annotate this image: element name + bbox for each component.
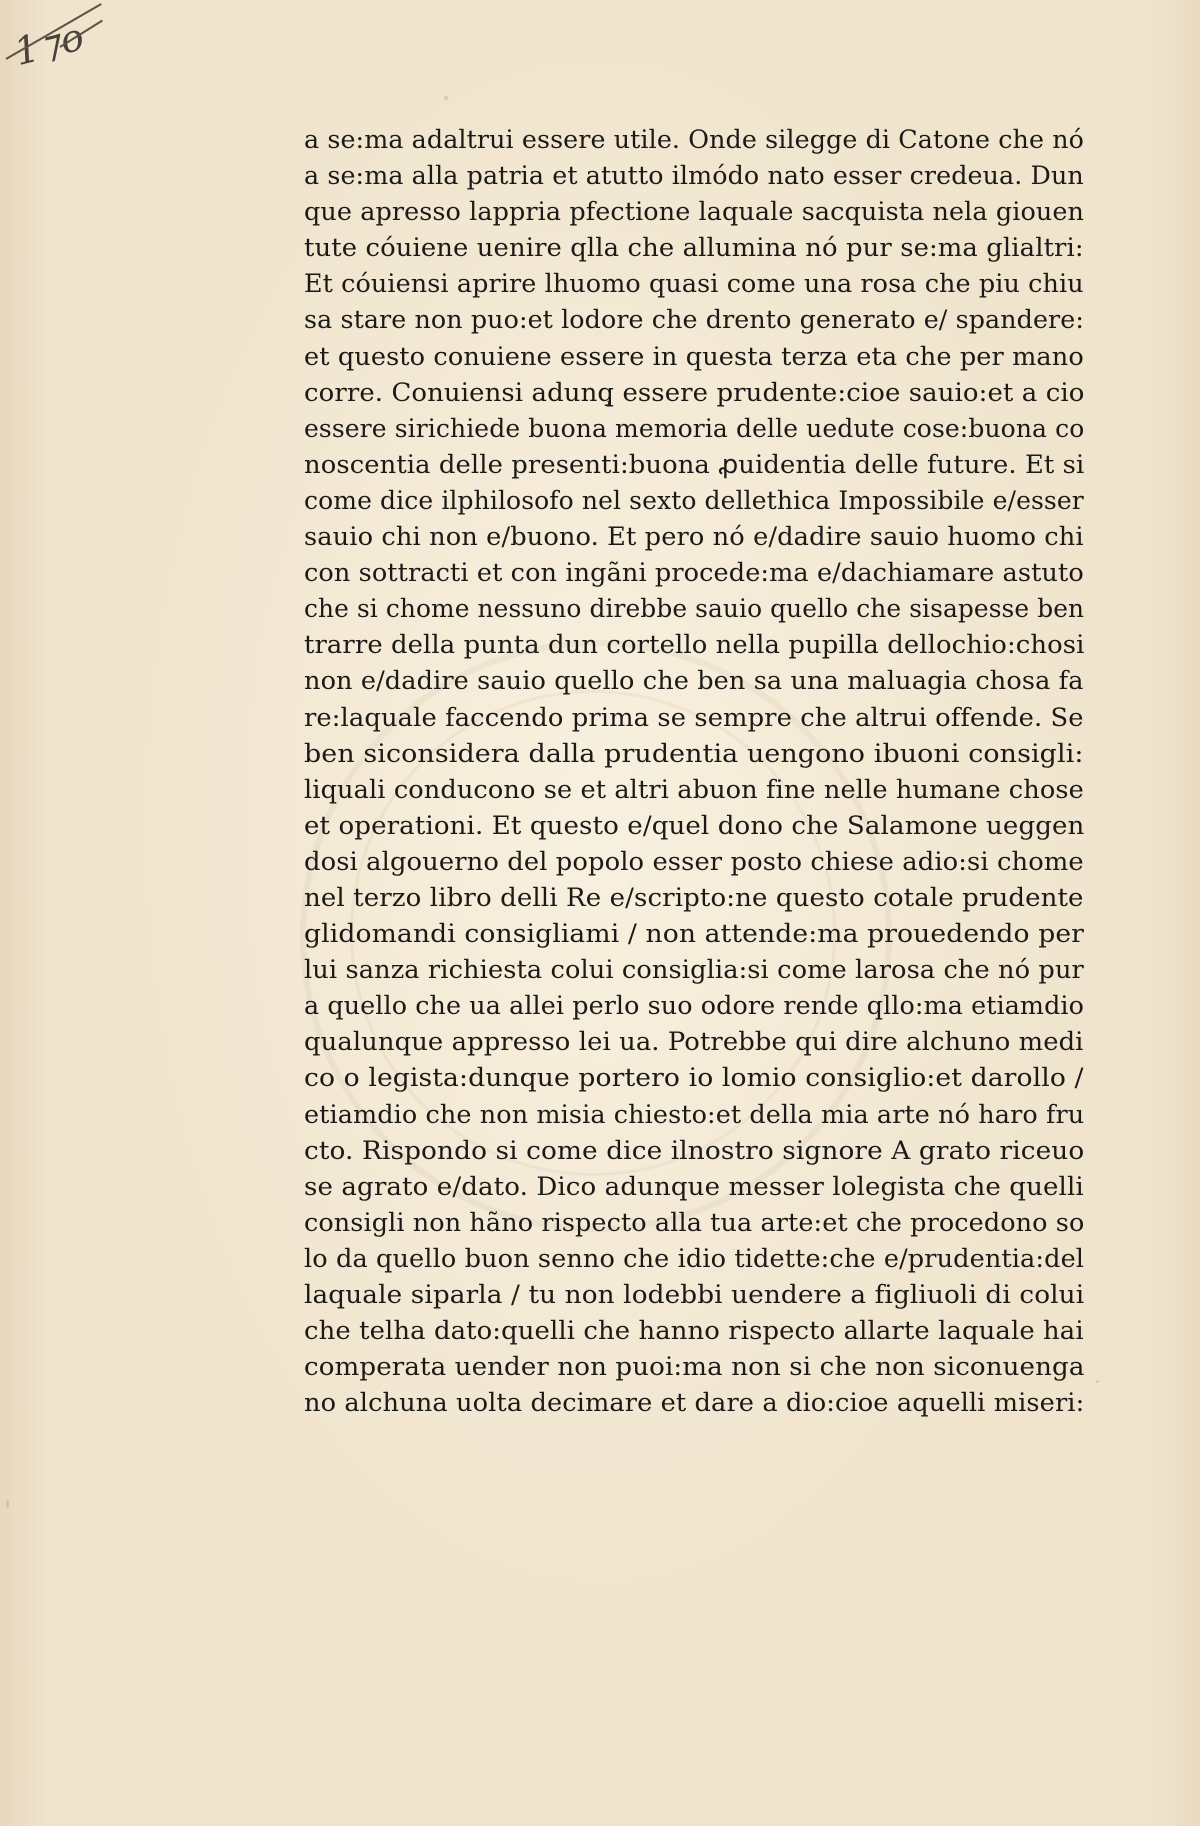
text-line: glidomandi consigliami / non attende:ma prouedendo per (304, 919, 1084, 950)
text-line: etiamdio che non misia chiesto:et della mia arte nó haro fru (304, 1099, 1085, 1130)
text-line: Et cóuiensi aprire lhuomo quasi come una rosa che piu chiu (304, 269, 1084, 300)
text-line: dosi algouerno del popolo esser posto chiese adio:si chome (304, 846, 1084, 877)
text-line: que apresso lappria pfectione laquale sacquista nela giouen (304, 197, 1084, 228)
text-line: trarre della punta dun cortello nella pupilla dellochio:chosi (304, 630, 1085, 661)
text-line: essere sirichiede buona memoria delle uedute cose:buona co (304, 413, 1085, 444)
text-line: se agrato e/dato. Dico adunque messer lolegista che quelli (304, 1171, 1084, 1202)
text-line: qualunque appresso lei ua. Potrebbe qui dire alchuno medi (304, 1027, 1084, 1058)
text-line: re:laquale faccendo prima se sempre che altrui offende. Se (304, 702, 1084, 733)
text-line: ben siconsidera dalla prudentia uengono ibuoni consigli: (304, 738, 1084, 769)
folio-number: 1⁊o (9, 13, 91, 75)
text-line: come dice ilphilosofo nel sexto dellethica Impossibile e/esser (304, 485, 1084, 516)
text-line: consigli non hãno rispecto alla tua arte:et che procedono so (304, 1207, 1085, 1238)
paper-spot (6, 1500, 9, 1508)
text-line: corre. Conuiensi adunq̧ essere prudente:cioe sauio:et a cio (304, 377, 1085, 408)
text-line: comperata uender non puoi:ma non si che non siconuenga (304, 1352, 1085, 1383)
text-line: tute cóuiene uenire qlla che allumina nó pur se:ma glialtri: (304, 233, 1084, 264)
text-line: nel terzo libro delli Re e/scripto:ne questo cotale prudente (304, 882, 1084, 913)
text-line: sa stare non puo:et lodore che drento generato e/ spandere: (304, 305, 1084, 336)
text-line: noscentia delle presenti:buona ꝓuidentia delle future. Et si (304, 449, 1085, 480)
text-line: sauio chi non e/buono. Et pero nó e/dadire sauio huomo chi (304, 522, 1084, 553)
text-line: co o legista:dunque portero io lomio consiglio:et darollo / (304, 1063, 1084, 1094)
text-line: a se:ma adaltrui essere utile. Onde silegge di Catone che nó (304, 125, 1084, 155)
text-line: no alchuna uolta decimare et dare a dio:cioe aquelli miseri: (304, 1388, 1085, 1419)
text-line: a se:ma alla patria et atutto ilmódo nato esser credeua. Dun (304, 161, 1084, 192)
text-line: non e/dadire sauio quello che ben sa una maluagia chosa fa (304, 666, 1084, 697)
body-text (304, 122, 1084, 1421)
text-line: lo da quello buon senno che idio tidette:che e/prudentia:del (304, 1243, 1085, 1274)
text-line: che si chome nessuno direbbe sauio quello che sisapesse ben (304, 594, 1085, 625)
text-line: liquali conducono se et altri abuon fine nelle humane chose (304, 774, 1084, 805)
text-line: lui sanza richiesta colui consiglia:si come larosa che nó pur (304, 955, 1084, 986)
text-line: et questo conuiene essere in questa terza eta che per mano (304, 341, 1084, 372)
text-line: laquale siparla / tu non lodebbi uendere a figliuoli di colui (304, 1280, 1085, 1310)
text-line: cto. Rispondo si come dice ilnostro signore A grato riceuo (304, 1135, 1085, 1166)
text-line: a quello che ua allei perlo suo odore rende qllo:ma etiamdio (304, 991, 1085, 1022)
text-line: et operationi. Et questo e/quel dono che Salamone ueggen (304, 810, 1085, 841)
text-line: con sottracti et con ingãni procede:ma e/dachiamare astuto (304, 558, 1084, 589)
text-line: che telha dato:quelli che hanno rispecto allarte laquale hai (304, 1316, 1084, 1347)
paper-spot (444, 96, 448, 100)
